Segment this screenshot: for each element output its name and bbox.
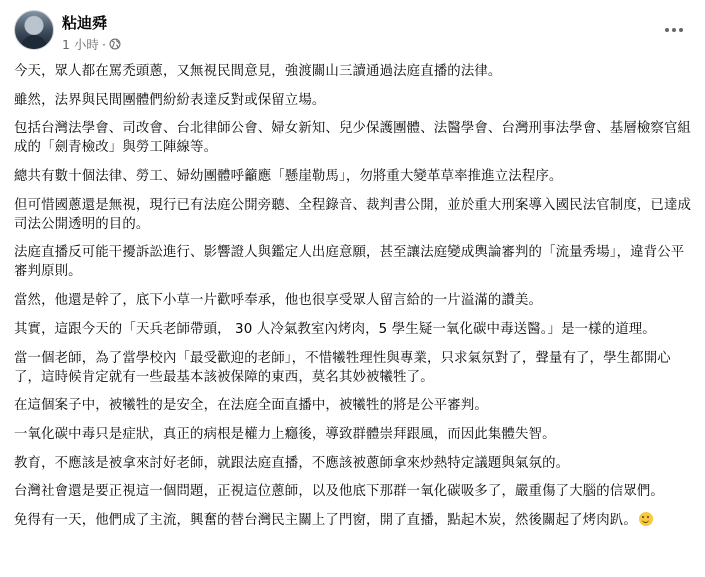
post-paragraph: 在這個案子中，被犧牲的是安全，在法庭全面直播中，被犧牲的將是公平審判。	[14, 398, 488, 414]
avatar-figure	[21, 35, 47, 50]
post-paragraph: 一氧化碳中毒只是症狀，真正的病根是權力上癮後，導致群體崇拜跟風，而因此集體失智。	[14, 426, 556, 442]
post-paragraph: 今天，眾人都在罵禿頭蔥，又無視民間意見，強渡關山三讀通過法庭直播的法律。	[14, 64, 502, 79]
more-options-button[interactable]	[660, 16, 688, 44]
post-paragraph: 台灣社會還是要正視這一個問題，正視這位蔥師，以及他底下那群一氧化碳吸多了，嚴重傷了大腦的信眾們。	[14, 484, 664, 500]
globe-icon	[109, 38, 121, 50]
post-paragraph: 總共有數十個法律、勞工、婦幼團體呼籲應「懸崖勒馬」，勿將重大變革草率推進立法程序。	[14, 169, 563, 185]
more-horizontal-icon-dot	[672, 28, 676, 32]
meta-separator: ·	[101, 36, 106, 52]
smiling-face-emoji-icon	[639, 512, 653, 526]
post-paragraph: 包括台灣法學會、司改會、台北律師公會、婦女新知、兒少保護團體、法醫學會、台灣刑事法學會、基層檢察官組成的「劍青檢改」與勞工陣線等。	[14, 121, 692, 156]
post-paragraph: 但可惜國蔥還是無視，現行已有法庭公開旁聽、全程錄音、裁判書公開，並於重大刑案導入國民法官制度，已達成司法公開透明的目的。	[14, 197, 692, 232]
post-paragraph: 教育，不應該是被拿來討好老師，就跟法庭直播，不應該被蔥師拿來炒熱特定議題與氣氛的。	[14, 455, 570, 471]
author-name[interactable]: 粘迪舜	[62, 14, 108, 32]
avatar[interactable]	[14, 10, 54, 50]
post-header	[14, 10, 694, 54]
post-paragraph: 法庭直播反可能干擾訴訟進行、影響證人與鑑定人出庭意願，甚至讓法庭變成輿論審判的「流量秀場」，違背公平審判原則。	[14, 245, 685, 280]
post-meta	[62, 35, 121, 53]
post-paragraph: 當一個老師，為了當學校內「最受歡迎的老師」，不惜犧牲理性與專業，只求氣氛對了，聲量有了，學生都開心了，這時候肯定就有一些最基本該被保障的東西，莫名其妙被犧牲了。	[14, 350, 671, 385]
more-horizontal-icon-dot	[679, 28, 683, 32]
post-paragraph-last	[14, 511, 692, 530]
post-body	[14, 62, 692, 540]
post-timestamp[interactable]: 1 小時	[62, 37, 99, 52]
post-paragraph: 其實，這跟今天的「天兵老師帶頭， 30 人冷氣教室內烤肉，5 學生疑一氧化碳中毒送醫。」是一樣的道理。	[14, 321, 656, 337]
post-paragraph: 免得有一天，他們成了主流，興奮的替台灣民主關上了門窗，開了直播，點起木炭，然後關起了烤肉趴。	[14, 512, 637, 528]
post-paragraph: 當然，他還是幹了，底下小草一片歡呼奉承，他也很享受眾人留言給的一片溢滿的讚美。	[14, 293, 543, 309]
more-horizontal-icon-dot	[665, 28, 669, 32]
post-paragraph: 雖然，法界與民間團體們紛紛表達反對或保留立場。	[14, 92, 326, 108]
